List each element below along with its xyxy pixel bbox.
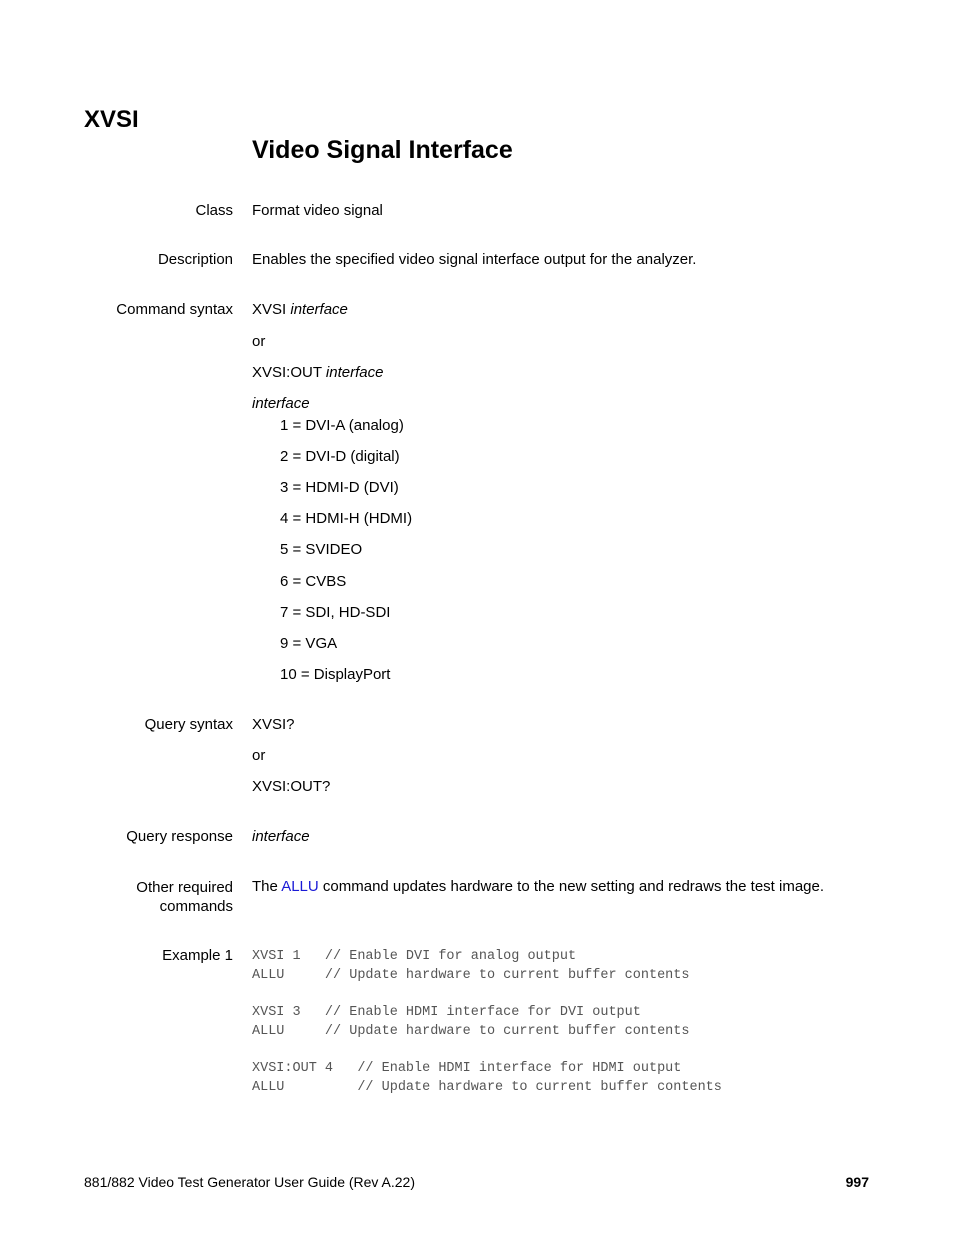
command-name: XVSI bbox=[84, 106, 139, 133]
example-code-block: XVSI 3 // Enable HDMI interface for DVI output ALLU // Update hardware to current buffer contents bbox=[252, 1005, 690, 1039]
example-label: Example 1 bbox=[162, 947, 233, 964]
other-required-label-line2: commands bbox=[159, 898, 233, 915]
example-code-block: XVSI:OUT 4 // Enable HDMI interface for HDMI output ALLU // Update hardware to current buffer contents bbox=[252, 1061, 722, 1095]
description-value: Enables the specified video signal interface output for the analyzer. bbox=[252, 251, 697, 268]
description-label: Description bbox=[157, 251, 233, 268]
param-option: 7 = SDI, HD-SDI bbox=[280, 604, 391, 621]
other-required-prefix: The bbox=[252, 878, 278, 895]
param-option: 4 = HDMI-H (HDMI) bbox=[280, 510, 413, 527]
query-syntax-line2: XVSI:OUT? bbox=[252, 778, 331, 795]
other-required-label bbox=[136, 878, 233, 916]
allu-link[interactable]: ALLU bbox=[281, 878, 319, 895]
page-number: 997 bbox=[845, 1174, 869, 1190]
param-option: 3 = HDMI-D (DVI) bbox=[280, 479, 399, 496]
query-response-value: interface bbox=[252, 828, 310, 845]
syntax-command: XVSI:OUT bbox=[252, 364, 322, 381]
command-syntax-or: or bbox=[252, 333, 266, 350]
syntax-param: interface bbox=[290, 301, 348, 318]
param-option: 9 = VGA bbox=[280, 635, 338, 652]
class-value: Format video signal bbox=[252, 202, 383, 219]
class-label: Class bbox=[195, 202, 233, 219]
param-option: 6 = CVBS bbox=[280, 573, 347, 590]
syntax-param: interface bbox=[325, 364, 384, 381]
syntax-command: XVSI bbox=[252, 301, 287, 318]
page-title: Video Signal Interface bbox=[252, 136, 513, 164]
query-response-label: Query response bbox=[126, 828, 233, 845]
param-name: interface bbox=[252, 395, 310, 412]
query-syntax-label: Query syntax bbox=[144, 716, 233, 733]
other-required-suffix: command updates hardware to the new setting and redraws the test image. bbox=[322, 878, 825, 895]
command-syntax-line1 bbox=[252, 301, 348, 318]
param-option: 5 = SVIDEO bbox=[280, 541, 363, 558]
command-syntax-line2 bbox=[252, 364, 383, 381]
other-required-label-line1: Other required bbox=[136, 879, 233, 896]
param-option: 1 = DVI-A (analog) bbox=[280, 417, 404, 434]
query-syntax-or: or bbox=[252, 747, 266, 764]
example-code-block: XVSI 1 // Enable DVI for analog output ALLU // Update hardware to current buffer contents bbox=[252, 949, 690, 983]
command-syntax-label: Command syntax bbox=[116, 301, 233, 318]
param-option: 10 = DisplayPort bbox=[280, 666, 391, 683]
param-option: 2 = DVI-D (digital) bbox=[280, 448, 400, 465]
footer-guide-title: 881/882 Video Test Generator User Guide (Rev A.22) bbox=[84, 1174, 416, 1190]
other-required-text bbox=[252, 878, 824, 895]
query-syntax-line1: XVSI? bbox=[252, 716, 295, 733]
